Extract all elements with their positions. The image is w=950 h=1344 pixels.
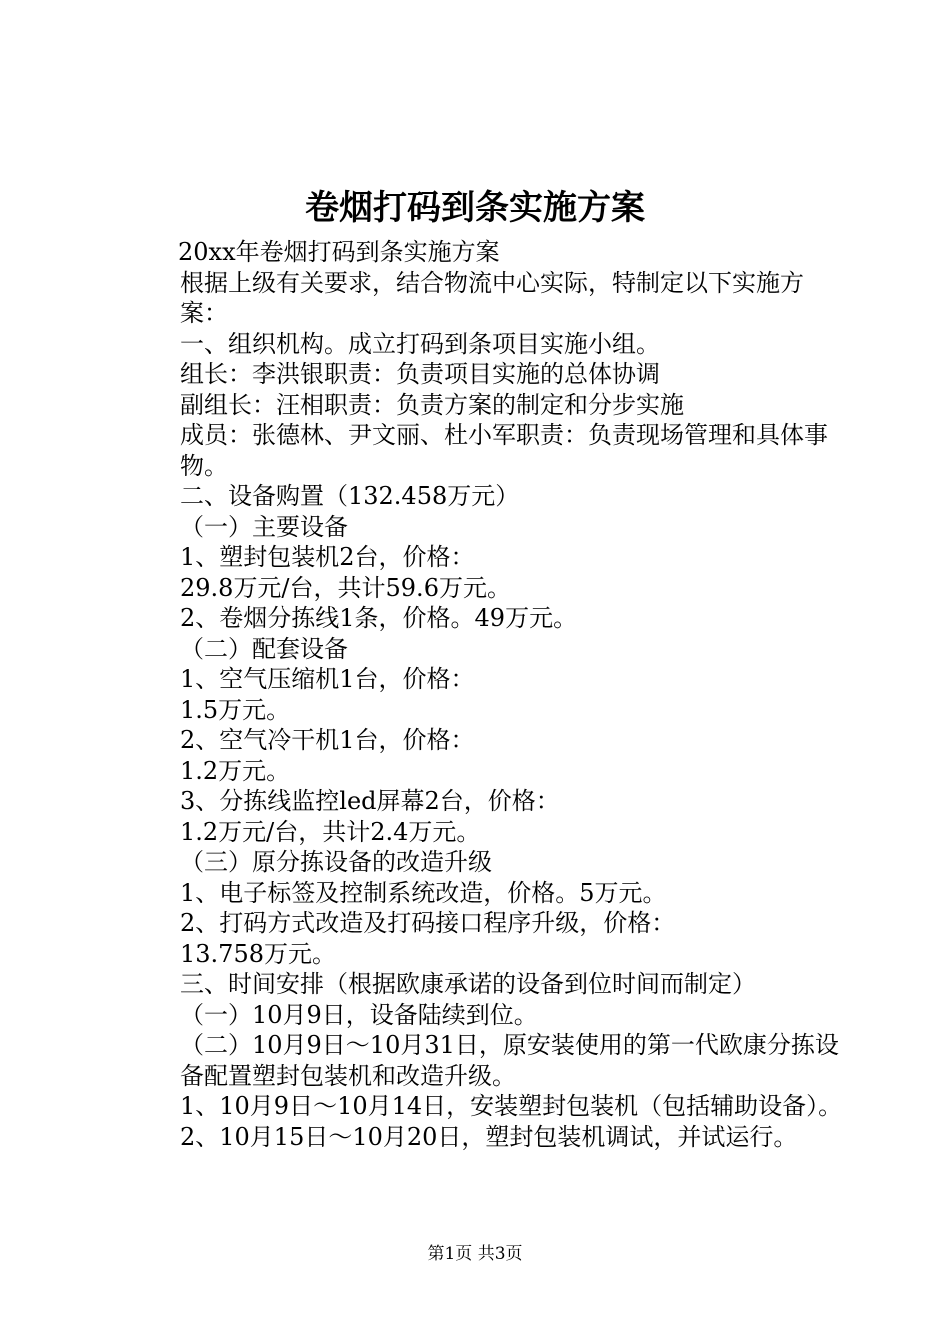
paragraph: 一、组织机构。成立打码到条项目实施小组。 [180,329,660,358]
paragraph: 2、空气冷干机1台，价格： [180,726,475,754]
paragraph: 副组长：汪相职责：负责方案的制定和分步实施 [180,390,684,419]
paragraph: 2、10月15日～10月20日，塑封包装机调试，并试运行。 [180,1122,798,1151]
paragraph: 三、时间安排（根据欧康承诺的设备到位时间而制定） [180,970,756,998]
paragraph: 20xx年卷烟打码到条实施方案 [178,238,500,266]
paragraph: 13.758万元。 [180,939,336,968]
paragraph: （一）主要设备 [180,512,348,541]
paragraph: （二）10月9日～10月31日，原安装使用的第一代欧康分拣设备配置塑封包装机和改造升级。 [180,1031,839,1090]
document-title: 卷烟打码到条实施方案 [305,188,645,228]
paragraph: 1、电子标签及控制系统改造，价格。5万元。 [180,878,667,907]
paragraph: 2、打码方式改造及打码接口程序升级，价格： [180,909,676,937]
paragraph: 1、塑封包装机2台，价格： [180,543,475,571]
paragraph: 2、卷烟分拣线1条，价格。49万元。 [180,604,578,632]
paragraph: 1.2万元。 [180,756,291,785]
paragraph: （一）10月9日，设备陆续到位。 [180,1000,538,1029]
paragraph: 3、分拣线监控led屏幕2台，价格： [180,787,560,815]
paragraph: 1、10月9日～10月14日，安装塑封包装机（包括辅助设备）。 [180,1092,843,1120]
page-footer: 第1页 共3页 [427,1244,523,1264]
paragraph: 29.8万元/台，共计59.6万元。 [180,573,511,602]
paragraph: 1、空气压缩机1台，价格： [180,665,475,693]
paragraph: 组长：李洪银职责：负责项目实施的总体协调 [180,360,660,388]
paragraph: （二）配套设备 [180,634,348,663]
paragraph: 根据上级有关要求，结合物流中心实际，特制定以下实施方案： [180,268,804,327]
paragraph: 1.5万元。 [180,695,291,724]
paragraph: 成员：张德林、尹文丽、杜小军职责：负责现场管理和具体事物。 [180,421,828,480]
document-body [130,237,850,1152]
paragraph: （三）原分拣设备的改造升级 [180,848,492,876]
paragraph: 1.2万元/台，共计2.4万元。 [180,817,481,846]
paragraph: 二、设备购置（132.458万元） [180,482,520,510]
